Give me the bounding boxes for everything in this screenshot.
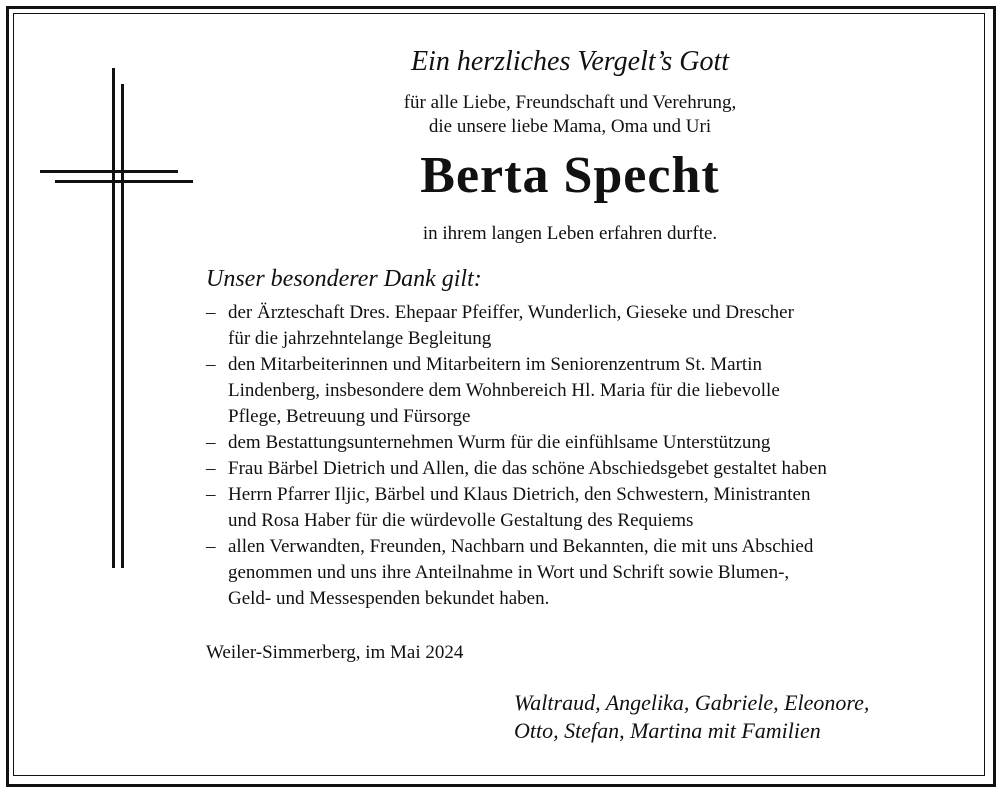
- list-item-line: dem Bestattungsunternehmen Wurm für die einfühlsame Unterstützung: [228, 432, 771, 453]
- list-item: [206, 430, 952, 456]
- dash-bullet: –: [206, 432, 216, 453]
- intro-line-2: die unsere liebe Mama, Oma und Uri: [428, 116, 712, 137]
- signature-line-1: Waltraud, Angelika, Gabriele, Eleonore,: [514, 690, 870, 715]
- thanks-list: [206, 300, 952, 612]
- cross-vertical-bar-shadow: [121, 84, 124, 568]
- cross-vertical-bar: [112, 68, 115, 568]
- place-date: Weiler-Simmerberg, im Mai 2024: [206, 642, 464, 663]
- list-item-line: Herrn Pfarrer Iljic, Bärbel und Klaus Dietrich, den Schwestern, Ministranten: [228, 484, 811, 505]
- dash-bullet: –: [206, 354, 216, 375]
- dash-bullet: –: [206, 302, 216, 323]
- signature-line-2: Otto, Stefan, Martina mit Familien: [514, 718, 821, 743]
- list-item-line: Pflege, Betreuung und Fürsorge: [228, 406, 471, 427]
- list-item-line: für die jahrzehntelange Begleitung: [228, 328, 492, 349]
- list-item-line: Lindenberg, insbesondere dem Wohnbereich Hl. Maria für die liebevolle: [228, 380, 780, 401]
- list-item: [206, 352, 952, 430]
- list-item-line: den Mitarbeiterinnen und Mitarbeitern im Seniorenzentrum St. Martin: [228, 354, 762, 375]
- list-item-line: und Rosa Haber für die würdevolle Gestaltung des Requiems: [228, 510, 694, 531]
- intro-line-1: für alle Liebe, Freundschaft und Verehrung,: [403, 92, 737, 113]
- dash-bullet: –: [206, 484, 216, 505]
- list-item: [206, 456, 952, 482]
- cross-horizontal-bar: [40, 170, 178, 173]
- after-name-line: in ihrem langen Leben erfahren durfte.: [422, 223, 718, 244]
- list-item-line: der Ärzteschaft Dres. Ehepaar Pfeiffer, Wunderlich, Gieseke und Drescher: [228, 302, 794, 323]
- list-item-line: Geld- und Messespenden bekundet haben.: [228, 588, 550, 609]
- list-item-line: allen Verwandten, Freunden, Nachbarn und Bekannten, die mit uns Abschied: [228, 536, 814, 557]
- list-item: [206, 534, 952, 612]
- list-item: [206, 300, 952, 352]
- deceased-name: Berta Specht: [420, 147, 720, 204]
- dash-bullet: –: [206, 536, 216, 557]
- list-item-line: Frau Bärbel Dietrich und Allen, die das schöne Abschiedsgebet gestaltet haben: [228, 458, 827, 479]
- dash-bullet: –: [206, 458, 216, 479]
- cross-horizontal-bar-shadow: [55, 180, 193, 183]
- heading: Ein herzliches Vergelt’s Gott: [410, 46, 730, 77]
- list-item-line: genommen und uns ihre Anteilnahme in Wort und Schrift sowie Blumen-,: [228, 562, 790, 583]
- list-item: [206, 482, 952, 534]
- thanks-title: Unser besonderer Dank gilt:: [206, 266, 482, 292]
